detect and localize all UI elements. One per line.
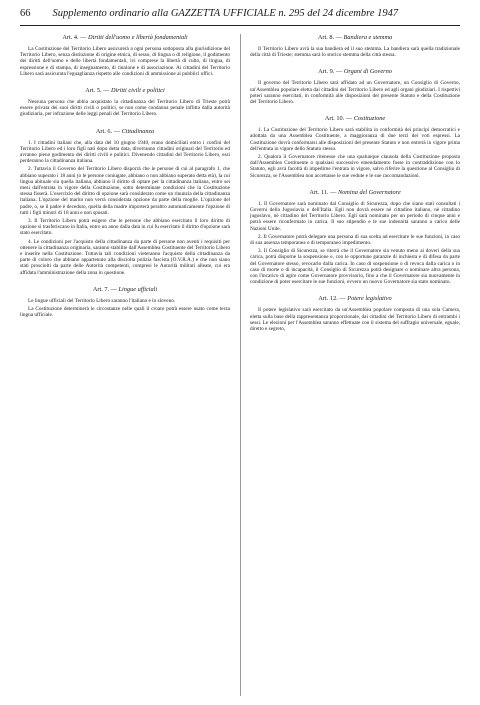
column-separator (240, 34, 241, 696)
article (20, 87, 230, 118)
article-heading (20, 286, 230, 294)
article-title: Lingue ufficiali (118, 285, 158, 293)
article-title: Potere legislativo (347, 295, 392, 303)
article-title: Cittadinanza (121, 127, 155, 135)
article-paragraph: 1. Il Governatore sarà nominato dal Consiglio di Sicurezza, dopo che siano stati consultati i Governi della Jugoslavia e dell'Italia. Egli non dovrà essere nè cittadino italiano, nè cittadino jugoslavo, nè cittadino del Territorio Libero. Egli sarà nominato per un periodo di cinque anni e potrà essere riconfermato in carica. Il suo stipendio e le sue indennità saranno a carico delle Nazioni Unite. (250, 200, 460, 232)
article (20, 128, 230, 276)
page-number: 66 (20, 8, 31, 19)
article-number: Art. 11. — (309, 188, 337, 196)
article-paragraph: 1. I cittadini italiani che, alla data del 10 giugno 1940, erano domiciliati entro i confini del Territorio Libero ed i loro figli nati dopo detta data, diverranno cittadini originari del Territorio ed avranno pieno godimento dei diritti civili e politici. Divenendo cittadini del Territorio Libero, essi perderanno la cittadinanza italiana. (20, 139, 230, 165)
publication-title: Supplemento ordinario alla GAZZETTA UFFICIALE n. 295 del 24 dicembre 1947 (52, 8, 399, 19)
article-paragraph: 2. Tuttavia il Governo del Territorio Libero disporrà che le persone di cui al paragrafo 1, che abbiano superato i 18 anni (o le persone coniugate, abbiano o non abbiano superato detta età), la cui lingua abituale sia quella italiana, abbiano il diritto di optare per la cittadinanza italiana, entro sei mesi dall'entrata in vigore della Costituzione, sotto determinate condizioni che la Costituzione stessa fisserà. L'esercizio del diritto di opzione sarà considerato come un rinunzia della cittadinanza italiana. L'opzione del marito non verrà considerata opzione da parte della moglie. L'opzione del padre, o, se il padre è deceduto, quella della madre importerà peraltro automaticamente l'opzione di tutti i figli minori di 18 anni e non sposati. (20, 166, 230, 216)
article-paragraph: Il Territorio Libero avrà la sua bandiera ed il suo stemma. La bandiera sarà quella tradizionale della città di Trieste; stemma sarà lo storico stemma della città stessa. (250, 46, 460, 59)
article (250, 115, 460, 179)
running-header (20, 8, 460, 26)
article-title: Costituzione (353, 115, 386, 123)
article-paragraph: 2. Qualora il Governatore ritenesse che una qualunque clausola della Costituzione proposta dall'Assemblea Costituente o qualsiasi successivo emendamento fosse in contraddizione con lo Statuto, egli avrà facoltà di impedirne l'entrata in vigore, salvo riferire la questione al Consiglio di Sicurezza, se l'Assemblea non accettasse le sue vedute e le sue raccomandazioni. (250, 154, 460, 179)
article-paragraph: 2. Il Governatore potrà delegare una persona di sua scelta ad esercitare le sue funzioni, in caso di sua assenza temporanea o di temporaneo impedimento. (250, 233, 460, 247)
article-number: Art. 9. — (318, 68, 343, 76)
article-paragraph: Il governo del Territorio Libero sarà affidato ad un Governatore, un Consiglio di Governo, un'Assemblea popolare eletta dai cittadini del Territorio Libero ed agli organi giudiziari. I rispettivi poteri saranno esercitati, in conformità alle disposizioni del presente Statuto e della Costituzione del Territorio Libero. (250, 80, 460, 106)
article-number: Art. 6. — (95, 127, 120, 135)
article-heading (250, 189, 460, 197)
article (250, 189, 460, 286)
article-title: Bandiera e stemma (343, 34, 393, 41)
article-number: Art. 8. — (317, 34, 342, 41)
article (20, 286, 230, 319)
article (250, 295, 460, 332)
article-paragraph: Le lingue ufficiali del Territorio Libero saranno l'italiano e lo sloveno. (28, 297, 176, 304)
article-title: Diritti civili e politici (111, 87, 165, 95)
article-paragraph: 4. Le condizioni per l'acquisto della cittadinanza da parte di persone non aventi i requisiti per ottenere la cittadinanza originaria, saranno stabilite dall'Assemblea Costituente del Territorio Libero e inserite nella Costituzione. Tuttavia tali condizioni vieteranno l'acquisto della cittadinanza da parte di coloro che abbiano appartenuto alla disciolta polizia fascista (O.V.R.A.) e che non siano stati prosciolti da parte delle Autorità competenti, compresi le Autorità militari alleate, cui era affidata l'amministrazione della zona in questione. (20, 238, 230, 276)
article-number: Art. 12. — (318, 295, 346, 303)
article-paragraph: Nessuna persona che abbia acquistato la cittadinanza del Territorio Libero di Trieste potrà essere privata dei suoi diritti civili o politici, se non come condanna penale inflitta dalla autorità giudiziaria, per infrazione delle leggi penali del Territorio Libero. (20, 99, 230, 118)
article-number: Art. 10. — (324, 115, 353, 123)
article-paragraph: 1. La Costituzione del Territorio Libero sarà stabilita in conformità dei principi democratici e adottata da una Assemblea Costituente, a maggioranza di due terzi dei voti espressi. La Costituzione dovrà conformarsi alle disposizioni del presente Statuto e non entrerà in vigore prima dell'entrata in vigore dello Statuto stesso. (250, 127, 460, 152)
article-heading (250, 68, 460, 76)
article-paragraph: La Costituzione determinerà le circostanze nelle quali il croato potrà essere usato come terza lingua ufficiale. (20, 306, 230, 319)
article-heading (20, 128, 230, 136)
article (250, 34, 460, 58)
header-rule (20, 25, 460, 26)
article-number: Art. 7. — (92, 285, 117, 293)
article-heading (250, 34, 460, 42)
article-paragraph: 3. Il Consiglio di Sicurezza, se riterrà che il Governatore sia venuto meno ai doveri della sua carica, potrà disporne la sospensione e, con le opportune garanzie di inchiesta e di difesa da parte del Governatore stesso, revocarlo dalla carica. In caso di sospensione o di revoca dalla carica o in caso di morte o di incapacità, il Consiglio di Sicurezza potrà designare o nominare altra persona, con l'incarico di agire come Governatore provvisorio, fino a che il Governatore sia nuovamente in condizione di poter esercitare le sue funzioni, ovvero un nuovo Governatore sia stato nominato. (250, 248, 460, 286)
article (250, 68, 460, 105)
article-paragraph: 3. Il Territorio Libero potrà esigere che le persone che abbiano esercitato il loro diritto di opzione si trasferiscano in Italia, entro un anno dalla data in cui fu esercitato il diritto d'opzione sarà stato esercitato. (20, 218, 230, 237)
left-column (20, 34, 230, 696)
article-heading (250, 295, 460, 303)
article (20, 34, 230, 77)
article-number: Art. 5. — (85, 87, 110, 95)
article-heading (20, 34, 230, 42)
article-paragraph: La Costituzione del Territorio Libero assicurerà a ogni persona sottoposta alla giurisdizione del Territorio Libero, senza distinzione di origine etnica, di sesso, di lingua o di religione, il godimento dei diritti dell'uomo e delle libertà fondamentali, ivi comprese la libertà di culto, di lingua, di espressione e di stampa, di insegnamento, di riunione e di associazione. Ai cittadini del Territorio Libero sarà assicurata l'eguaglianza rispetto alle condizioni di ammissione ai pubblici uffici. (20, 46, 230, 77)
article-title: Organi di Governo (343, 68, 392, 76)
article-number: Art. 4. — (62, 34, 87, 41)
article-title: Nomina del Governatore (337, 188, 401, 196)
article-paragraph: Il potere legislativo sarà esercitato da un'Assemblea popolare composta di una sola Camera, eletta sulla base della rappresentanza proporzionale, dai cittadini del Territorio Libero di entrambi i sessi. Le elezioni per l'Assemblea saranno effettuate con il sistema del suffragio universale, eguale, diretto e segreto, (250, 307, 460, 333)
article-title: Diritti dell'uomo e libertà fondamentali (88, 34, 188, 41)
article-heading (250, 115, 460, 123)
article-heading (20, 87, 230, 95)
right-column (250, 34, 460, 696)
